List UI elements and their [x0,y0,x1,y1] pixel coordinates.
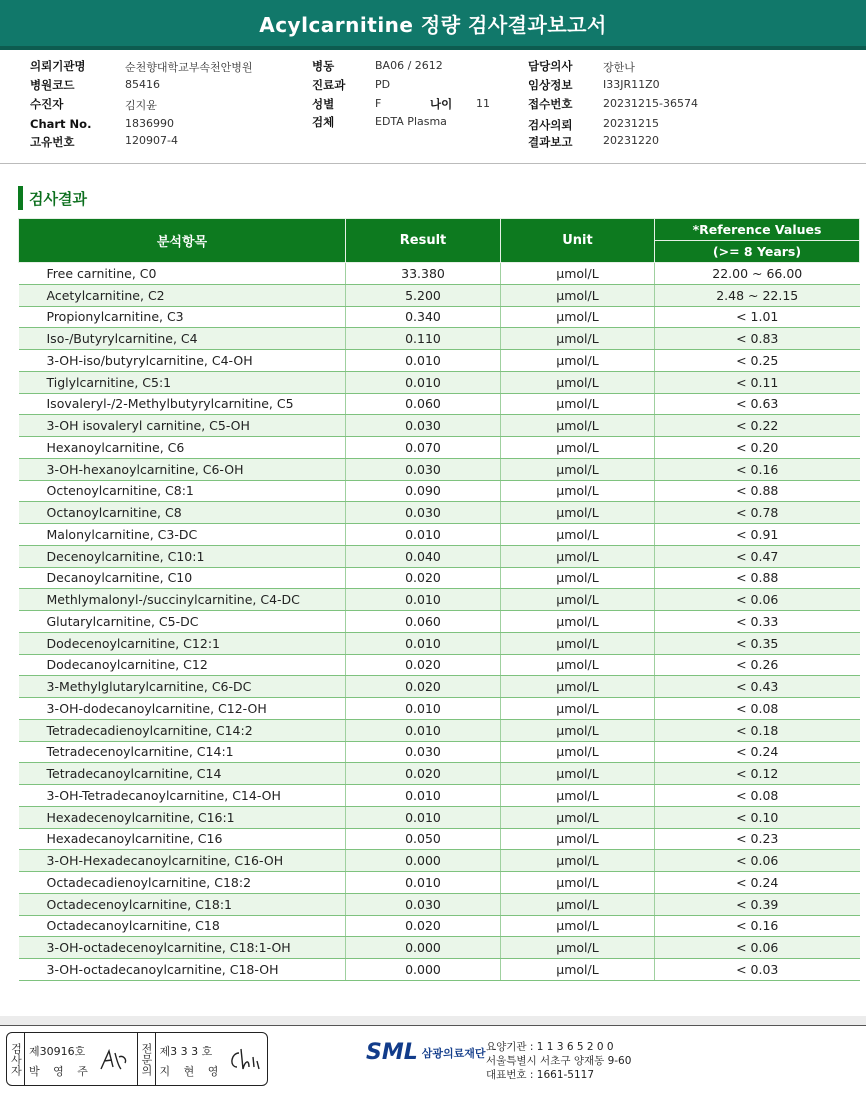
ward-value: BA06 / 2612 [375,59,443,72]
analyte-name: Tetradecadienoylcarnitine, C14:2 [19,719,346,741]
receipt-no-value: 20231215-36574 [603,97,698,110]
unit-value: μmol/L [501,458,655,480]
age-label: 나이 [430,97,453,111]
specialist-name: 지 현 영 [159,1065,224,1078]
unit-value: μmol/L [501,415,655,437]
result-value: 0.070 [346,437,501,459]
result-value: 0.340 [346,306,501,328]
result-value: 0.010 [346,350,501,372]
unit-value: μmol/L [501,437,655,459]
unit-value: μmol/L [501,806,655,828]
specialist-license: 제3 3 3 호 [159,1045,213,1058]
result-value: 0.060 [346,611,501,633]
result-value: 0.030 [346,502,501,524]
report-date-label: 결과보고 [528,135,573,149]
analyte-name: 3-OH-octadecenoylcarnitine, C18:1-OH [19,937,346,959]
result-value: 0.010 [346,872,501,894]
unit-value: μmol/L [501,350,655,372]
reference-value: < 0.20 [655,437,860,459]
report-title-bar [0,0,866,50]
analyte-name: 3-Methylglutarylcarnitine, C6-DC [19,676,346,698]
table-row [19,785,860,807]
hospital-label: 의뢰기관명 [30,59,86,73]
table-row [19,480,860,502]
request-date-label: 검사의뢰 [528,118,573,132]
chart-no-value: 1836990 [125,117,174,130]
clinical-info-label: 임상정보 [528,78,573,92]
unit-value: μmol/L [501,828,655,850]
reference-value: < 0.78 [655,502,860,524]
doctor-label: 담당의사 [528,59,573,73]
unique-no-value: 120907-4 [125,134,178,147]
analyte-name: 3-OH-hexanoylcarnitine, C6-OH [19,458,346,480]
table-row [19,567,860,589]
specimen-label: 검체 [312,115,335,129]
hospital-value: 순천향대학교부속천안병원 [125,61,253,74]
analyte-name: Octadecenoylcarnitine, C18:1 [19,893,346,915]
specialist-cell [156,1033,268,1085]
patient-label: 수진자 [30,97,64,111]
section-title: 검사결과 [29,189,87,208]
result-value: 0.010 [346,524,501,546]
doctor-value: 장한나 [603,61,635,74]
section-heading [18,186,87,210]
reference-value: < 0.12 [655,763,860,785]
analyte-name: 3-OH-iso/butyrylcarnitine, C4-OH [19,350,346,372]
results-body [19,263,860,981]
report-title: Acylcarnitine 정량 검사결과보고서 [259,12,607,37]
table-row [19,763,860,785]
department-label: 진료과 [312,78,346,92]
org-line-3: 대표번호 : 1661-5117 [486,1069,595,1081]
result-value: 0.050 [346,828,501,850]
reference-value: < 0.16 [655,915,860,937]
analyte-name: 3-OH-Tetradecanoylcarnitine, C14-OH [19,785,346,807]
table-row [19,959,860,981]
unit-value: μmol/L [501,719,655,741]
sex-value: F [375,97,382,110]
reference-value: < 0.63 [655,393,860,415]
analyte-name: Hexadecenoylcarnitine, C16:1 [19,806,346,828]
tester-license: 제30916호 [29,1045,86,1058]
table-row [19,589,860,611]
unit-value: μmol/L [501,632,655,654]
header-unit: Unit [501,219,655,263]
unit-value: μmol/L [501,698,655,720]
reference-value: < 1.01 [655,306,860,328]
reference-value: < 0.25 [655,350,860,372]
reference-value: < 0.22 [655,415,860,437]
unit-value: μmol/L [501,545,655,567]
reference-value: < 0.10 [655,806,860,828]
analyte-name: 3-OH-octadecanoylcarnitine, C18-OH [19,959,346,981]
result-value: 0.060 [346,393,501,415]
table-row [19,719,860,741]
result-value: 0.020 [346,915,501,937]
hospital-code-label: 병원코드 [30,78,75,92]
tester-label [7,1033,25,1085]
table-row [19,415,860,437]
analyte-name: Octanoylcarnitine, C8 [19,502,346,524]
organization-info [486,1040,631,1082]
result-value: 0.020 [346,654,501,676]
table-row [19,350,860,372]
analyte-name: Octadecadienoylcarnitine, C18:2 [19,872,346,894]
result-value: 0.000 [346,959,501,981]
logo-text: 삼광의료재단 [421,1046,486,1060]
receipt-no-label: 접수번호 [528,97,573,111]
org-line-1: 요양기관 : 1 1 3 6 5 2 0 0 [486,1041,614,1053]
table-row [19,806,860,828]
department-value: PD [375,78,391,91]
reference-value: < 0.06 [655,589,860,611]
specialist-signature [227,1047,261,1073]
unit-value: μmol/L [501,654,655,676]
table-row [19,263,860,285]
unit-value: μmol/L [501,502,655,524]
reference-value: < 0.06 [655,937,860,959]
result-value: 33.380 [346,263,501,285]
results-table [18,218,860,981]
result-value: 0.020 [346,763,501,785]
analyte-name: Free carnitine, C0 [19,263,346,285]
table-row [19,632,860,654]
ward-label: 병동 [312,59,335,73]
request-date-value: 20231215 [603,117,659,130]
table-row [19,893,860,915]
unit-value: μmol/L [501,741,655,763]
result-value: 0.010 [346,719,501,741]
analyte-name: Hexadecanoylcarnitine, C16 [19,828,346,850]
table-row [19,937,860,959]
table-row [19,915,860,937]
analyte-name: Tetradecanoylcarnitine, C14 [19,763,346,785]
unit-value: μmol/L [501,763,655,785]
result-value: 5.200 [346,284,501,306]
age-value: 11 [476,97,490,110]
table-row [19,611,860,633]
analyte-name: Acetylcarnitine, C2 [19,284,346,306]
unit-value: μmol/L [501,480,655,502]
reference-value: < 0.35 [655,632,860,654]
reference-value: < 0.83 [655,328,860,350]
table-row [19,502,860,524]
patient-value: 김지윤 [125,99,157,112]
unit-value: μmol/L [501,589,655,611]
org-line-2: 서울특별시 서초구 양재동 9-60 [486,1055,632,1067]
header-item: 분석항목 [19,219,346,263]
table-row [19,458,860,480]
analyte-name: 3-OH-dodecanoylcarnitine, C12-OH [19,698,346,720]
reference-value: < 0.47 [655,545,860,567]
table-row [19,328,860,350]
reference-value: < 0.33 [655,611,860,633]
table-row [19,284,860,306]
unit-value: μmol/L [501,524,655,546]
analyte-name: Iso-/Butyrylcarnitine, C4 [19,328,346,350]
unit-value: μmol/L [501,937,655,959]
logo-mark: SML [366,1040,418,1065]
unit-value: μmol/L [501,328,655,350]
analyte-name: Propionylcarnitine, C3 [19,306,346,328]
unique-no-label: 고유번호 [30,135,75,149]
analyte-name: Decanoylcarnitine, C10 [19,567,346,589]
unit-value: μmol/L [501,676,655,698]
table-row [19,371,860,393]
result-value: 0.000 [346,937,501,959]
specialist-label [138,1033,156,1085]
reference-value: < 0.18 [655,719,860,741]
footer-divider [0,1016,866,1026]
analyte-name: Isovaleryl-/2-Methylbutyrylcarnitine, C5 [19,393,346,415]
result-value: 0.040 [346,545,501,567]
result-value: 0.010 [346,785,501,807]
specimen-value: EDTA Plasma [375,115,447,128]
unit-value: μmol/L [501,611,655,633]
unit-value: μmol/L [501,915,655,937]
reference-value: < 0.26 [655,654,860,676]
header-reference: *Reference Values [655,219,860,241]
clinical-info-value: I33JR11Z0 [603,78,660,91]
result-value: 0.110 [346,328,501,350]
unit-value: μmol/L [501,872,655,894]
reference-value: < 0.43 [655,676,860,698]
reference-value: < 0.23 [655,828,860,850]
chart-no-label: Chart No. [30,117,92,131]
specialist-label-text: 전문의 [140,1042,153,1076]
sml-logo [366,1040,486,1065]
result-value: 0.030 [346,893,501,915]
tester-signature [99,1047,131,1073]
analyte-name: Dodecenoylcarnitine, C12:1 [19,632,346,654]
result-value: 0.010 [346,806,501,828]
unit-value: μmol/L [501,263,655,285]
table-row [19,654,860,676]
signature-box [6,1032,268,1086]
analyte-name: Malonylcarnitine, C3-DC [19,524,346,546]
result-value: 0.010 [346,632,501,654]
analyte-name: Tiglylcarnitine, C5:1 [19,371,346,393]
tester-name: 박 영 주 [29,1065,93,1078]
table-row [19,393,860,415]
table-row [19,306,860,328]
reference-value: 2.48 ~ 22.15 [655,284,860,306]
analyte-name: Hexanoylcarnitine, C6 [19,437,346,459]
result-value: 0.030 [346,458,501,480]
analyte-name: Octenoylcarnitine, C8:1 [19,480,346,502]
analyte-name: Glutarylcarnitine, C5-DC [19,611,346,633]
table-row [19,828,860,850]
unit-value: μmol/L [501,371,655,393]
analyte-name: Dodecanoylcarnitine, C12 [19,654,346,676]
table-row [19,545,860,567]
unit-value: μmol/L [501,959,655,981]
unit-value: μmol/L [501,567,655,589]
table-row [19,676,860,698]
patient-info [0,56,866,164]
result-value: 0.010 [346,589,501,611]
unit-value: μmol/L [501,393,655,415]
reference-value: < 0.24 [655,741,860,763]
header-reference-sub: (>= 8 Years) [655,241,860,263]
result-value: 0.090 [346,480,501,502]
unit-value: μmol/L [501,893,655,915]
reference-value: < 0.24 [655,872,860,894]
result-value: 0.000 [346,850,501,872]
reference-value: < 0.08 [655,698,860,720]
unit-value: μmol/L [501,306,655,328]
reference-value: < 0.88 [655,480,860,502]
section-accent-bar [18,186,23,210]
analyte-name: Methlymalonyl-/succinylcarnitine, C4-DC [19,589,346,611]
reference-value: < 0.91 [655,524,860,546]
table-row [19,437,860,459]
analyte-name: 3-OH isovaleryl carnitine, C5-OH [19,415,346,437]
unit-value: μmol/L [501,785,655,807]
result-value: 0.020 [346,676,501,698]
result-value: 0.030 [346,415,501,437]
reference-value: < 0.08 [655,785,860,807]
analyte-name: 3-OH-Hexadecanoylcarnitine, C16-OH [19,850,346,872]
result-value: 0.010 [346,371,501,393]
analyte-name: Octadecanoylcarnitine, C18 [19,915,346,937]
reference-value: < 0.06 [655,850,860,872]
tester-cell [25,1033,138,1085]
reference-value: 22.00 ~ 66.00 [655,263,860,285]
unit-value: μmol/L [501,284,655,306]
analyte-name: Tetradecenoylcarnitine, C14:1 [19,741,346,763]
table-row [19,524,860,546]
tester-label-text: 검사자 [9,1042,23,1076]
table-row [19,872,860,894]
table-row [19,741,860,763]
result-value: 0.010 [346,698,501,720]
unit-value: μmol/L [501,850,655,872]
result-value: 0.030 [346,741,501,763]
table-row [19,850,860,872]
sex-label: 성별 [312,97,335,111]
result-value: 0.020 [346,567,501,589]
report-date-value: 20231220 [603,134,659,147]
reference-value: < 0.39 [655,893,860,915]
table-row [19,698,860,720]
reference-value: < 0.16 [655,458,860,480]
analyte-name: Decenoylcarnitine, C10:1 [19,545,346,567]
header-result: Result [346,219,501,263]
hospital-code-value: 85416 [125,78,160,91]
reference-value: < 0.88 [655,567,860,589]
reference-value: < 0.03 [655,959,860,981]
reference-value: < 0.11 [655,371,860,393]
